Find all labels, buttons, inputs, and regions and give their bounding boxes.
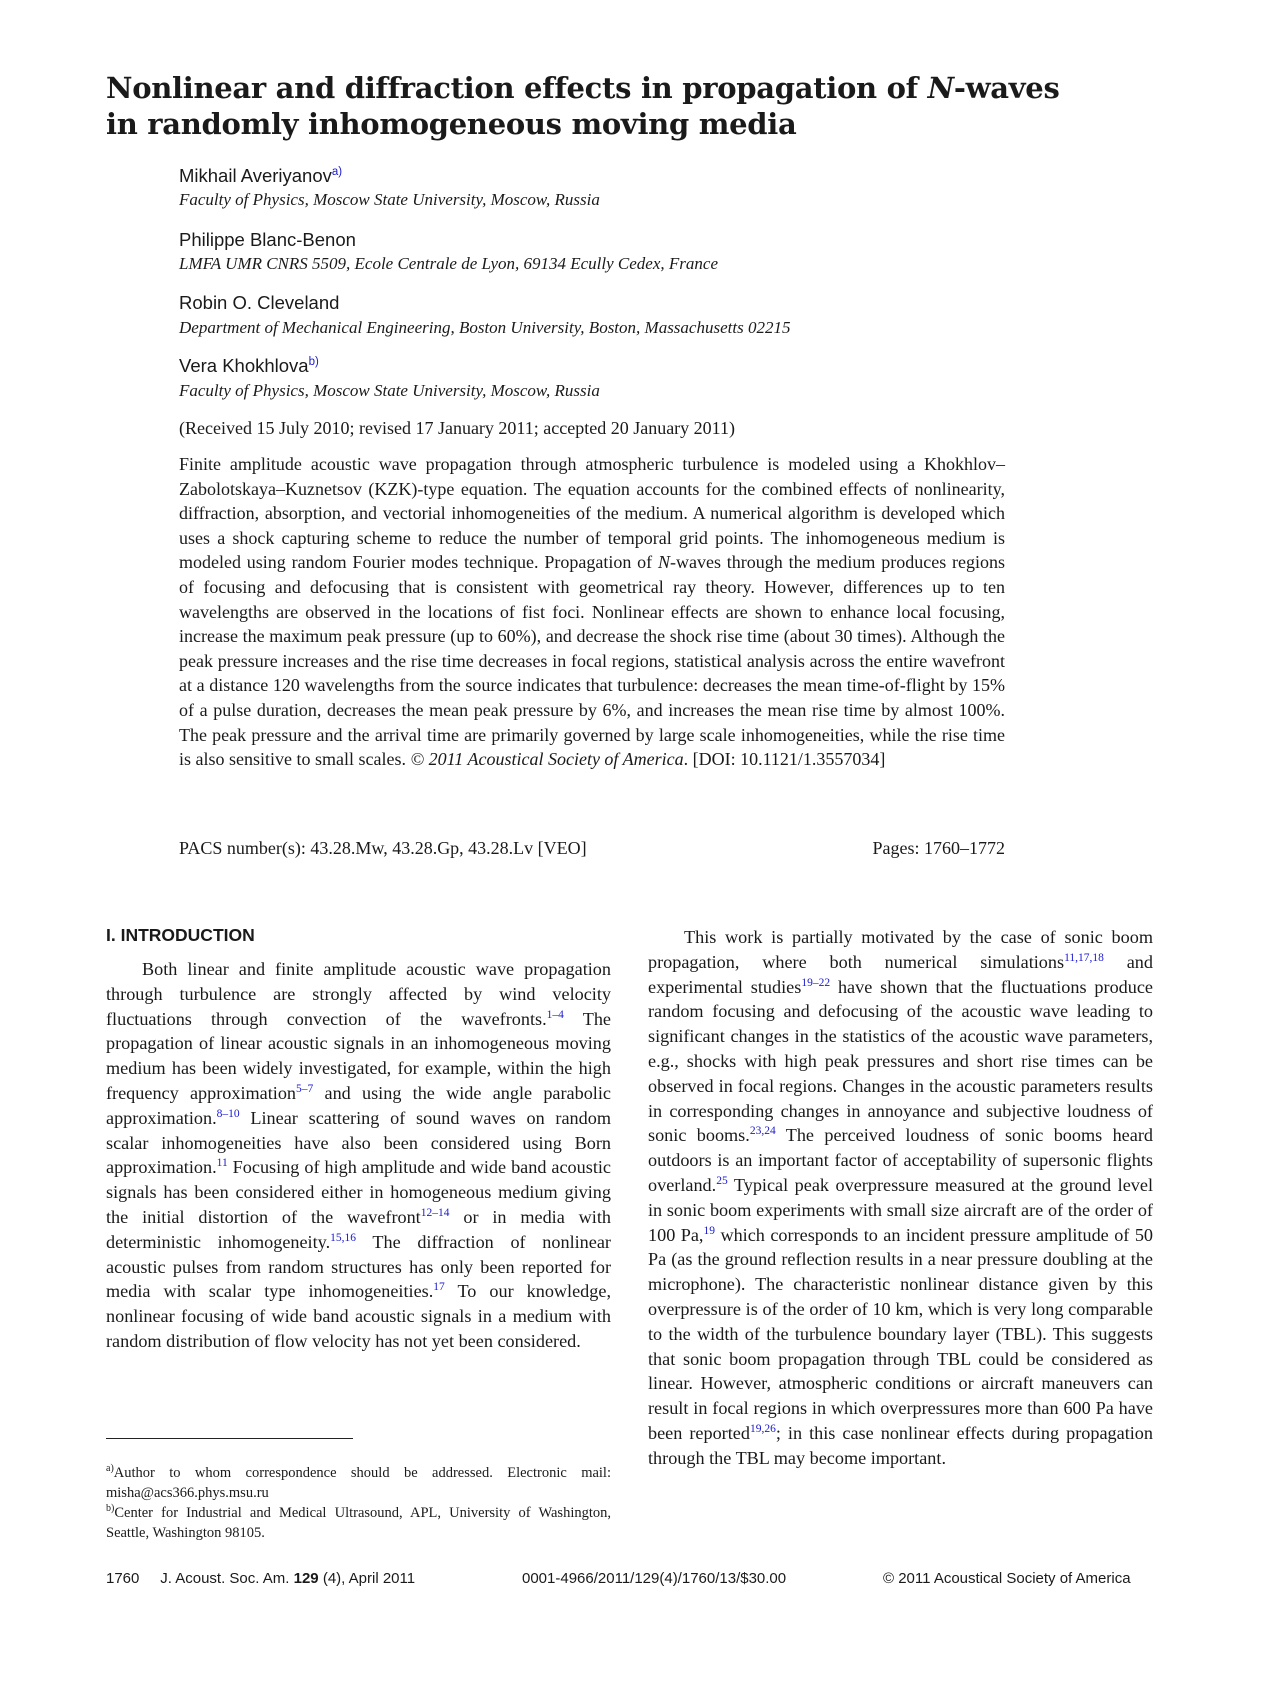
footnote-mark: b) (106, 1503, 115, 1514)
title-italic: N (927, 71, 954, 105)
footnote-a (106, 1463, 611, 1503)
author-affiliation: LMFA UMR CNRS 5509, Ecole Centrale de Lyon, 69134 Ecully Cedex, France (179, 254, 718, 273)
text-segment: or in media with deterministic inhomogeneity. (106, 1206, 611, 1252)
intro-paragraph (106, 957, 611, 1354)
author-affiliation: Faculty of Physics, Moscow State University, Moscow, Russia (179, 190, 600, 209)
pacs-numbers: PACS number(s): 43.28.Mw, 43.28.Gp, 43.28.Lv [VEO] (179, 838, 587, 858)
abstract (179, 452, 1005, 772)
text-segment: and experimental studies (648, 951, 1153, 997)
footer-code: 0001-4966/2011/129(4)/1760/13/$30.00 (522, 1570, 787, 1587)
title-text: -waves (953, 71, 1060, 105)
volume: 129 (293, 1570, 319, 1587)
author-affiliation: Faculty of Physics, Moscow State University, Moscow, Russia (179, 381, 600, 400)
text-segment: Typical peak overpressure measured at the ground level in sonic boom experiments with small size aircraft are of the order of 100 Pa, (648, 1174, 1153, 1245)
footnote-mark: a) (106, 1463, 114, 1474)
citation-link[interactable]: 5–7 (296, 1082, 314, 1095)
issue: (4), April 2011 (318, 1570, 416, 1587)
footnote-b (106, 1503, 611, 1543)
citation-link[interactable]: 19,26 (749, 1422, 776, 1435)
citation-link[interactable]: 15,16 (330, 1231, 356, 1244)
pacs-line (179, 838, 1005, 859)
text-segment: Focusing of high amplitude and wide band acoustic signals has been considered either in homogeneous medium giving the initial distortion of the wavefront (106, 1157, 611, 1227)
citation-link[interactable]: 1–4 (546, 1008, 564, 1021)
text-segment: N (657, 552, 670, 573)
page-number: 1760 (106, 1570, 140, 1587)
journal-name: J. Acoust. Soc. Am. (160, 1570, 290, 1587)
received-dates: (Received 15 July 2010; revised 17 January 2011; accepted 20 January 2011) (179, 418, 736, 438)
text-segment: and using the wide angle parabolic approximation. (106, 1082, 611, 1128)
page-range: Pages: 1760–1772 (872, 838, 1005, 858)
text-segment: © 2011 Acoustical Society of America (410, 749, 684, 770)
author-name-text: Mikhail Averiyanov (179, 165, 332, 186)
section-heading: I. INTRODUCTION (106, 925, 255, 945)
text-segment: -waves through the medium produces regions of focusing and defocusing that is consistent with geometrical ray theory. However, differences up to ten wavelengths are observed in the locations of fist foci. Nonlinear effects are shown to enhance local focusing, increase the maximum peak pressure (up to 60%), and decrease the shock rise time (about 30 times). Although the peak pressure increases and the rise time decreases in focal regions, statistical analysis across the entire wavefront at a distance 120 wavelengths from the source indicates that turbulence: decreases the mean time-of-flight by 15% of a pulse duration, decreases the mean peak pressure by 6%, and increases the mean rise time by almost 100%. The peak pressure and the arrival time are primarily governed by large scale inhomogeneities, while the rise time is also sensitive to small scales. (179, 552, 1006, 770)
left-column (106, 957, 611, 1354)
footnote-text: Center for Industrial and Medical Ultrasound, APL, University of Washington, Seattle, Washington 98105. (106, 1505, 611, 1541)
text-segment: Finite amplitude acoustic wave propagation through atmospheric turbulence is modeled using a Khokhlov–Zabolotskaya–Kuznetsov (KZK)-type equation. The equation accounts for the combined effects of nonlinearity, diffraction, absorption, and vectorial inhomogeneities of the medium. A numerical algorithm is developed which uses a shock capturing scheme to reduce the number of temporal grid points. The inhomogeneous medium is modeled using random Fourier modes technique. Propagation of (179, 454, 1005, 573)
text-segment: Both linear and finite amplitude acoustic wave propagation through turbulence are strongly affected by wind velocity fluctuations through convection of the wavefronts. (106, 959, 611, 1029)
author-name (179, 165, 342, 187)
text-segment: which corresponds to an incident pressure amplitude of 50 Pa (as the ground reflection results in a near pressure doubling at the microphone). The characteristic nonlinear distance given by this overpressure is of the order of 10 km, which is very long comparable to the width of the turbulence boundary layer (TBL). This suggests that sonic boom propagation through TBL could be considered as linear. However, atmospheric conditions or aircraft maneuvers can result in focal regions in which overpressures more than 600 Pa have been reported (648, 1224, 1154, 1443)
citation-link[interactable]: 19–22 (801, 976, 831, 989)
title-line-2: in randomly inhomogeneous moving media (106, 107, 797, 141)
citation-link[interactable]: 12–14 (420, 1206, 450, 1219)
text-segment: . [DOI: 10.1121/1.3557034] (683, 749, 886, 770)
author-name: Philippe Blanc-Benon (179, 229, 356, 250)
citation-link[interactable]: 17 (433, 1281, 445, 1294)
title-text: Nonlinear and diffraction effects in propagation of (106, 71, 928, 105)
text-segment: The perceived loudness of sonic booms heard outdoors is an important factor of acceptability of supersonic flights overland. (648, 1125, 1153, 1195)
footnote-text: Author to whom correspondence should be addressed. Electronic mail: misha@acs366.phys.msu.ru (106, 1465, 611, 1501)
citation-link[interactable]: 11,17,18 (1064, 951, 1104, 964)
footer-copyright: © 2011 Acoustical Society of America (883, 1570, 1131, 1587)
text-segment: ; in this case nonlinear effects during propagation through the TBL may become important. (648, 1422, 1153, 1468)
citation-link[interactable]: 25 (716, 1174, 728, 1187)
text-segment: have shown that the fluctuations produce random focusing and defocusing of the acoustic wave leading to significant changes in the statistics of the acoustic wave parameters, e.g., shocks with high peak pressures and short rise times can be observed in focal regions. Changes in the acoustic parameters results in corresponding changes in annoyance and subjective loudness of sonic booms. (648, 976, 1153, 1146)
citation-link[interactable]: 19 (703, 1224, 715, 1237)
text-segment: Linear scattering of sound waves on random scalar inhomogeneities have also been considered using Born approximation. (106, 1107, 611, 1178)
author-name: Robin O. Cleveland (179, 292, 340, 313)
citation-link[interactable]: 11 (216, 1157, 228, 1170)
text-segment: To our knowledge, nonlinear focusing of wide band acoustic signals in a medium with random distribution of flow velocity has not yet been considered. (106, 1281, 611, 1351)
citation-link[interactable]: 23,24 (749, 1125, 776, 1138)
text-segment: The propagation of linear acoustic signals in an inhomogeneous moving medium has been widely investigated, for example, within the high frequency approximation (106, 1008, 611, 1103)
footnote-divider (106, 1438, 353, 1439)
author-affiliation: Department of Mechanical Engineering, Boston University, Boston, Massachusetts 02215 (179, 318, 791, 337)
text-segment: The diffraction of nonlinear acoustic pulses from random structures has only been reported for media with scalar type inhomogeneities. (106, 1231, 611, 1302)
citation-link[interactable]: 8–10 (216, 1107, 240, 1120)
intro-paragraph-2 (648, 925, 1153, 1471)
footer-citation (106, 1570, 415, 1587)
footnote-link[interactable]: a) (331, 166, 343, 178)
text-segment: This work is partially motivated by the case of sonic boom propagation, where both numerical simulations (648, 927, 1153, 972)
author-name-text: Vera Khokhlova (179, 355, 309, 376)
right-column (648, 925, 1153, 1471)
paper-title (106, 70, 1106, 142)
footnote-link[interactable]: b) (308, 356, 319, 368)
author-name (179, 355, 319, 377)
